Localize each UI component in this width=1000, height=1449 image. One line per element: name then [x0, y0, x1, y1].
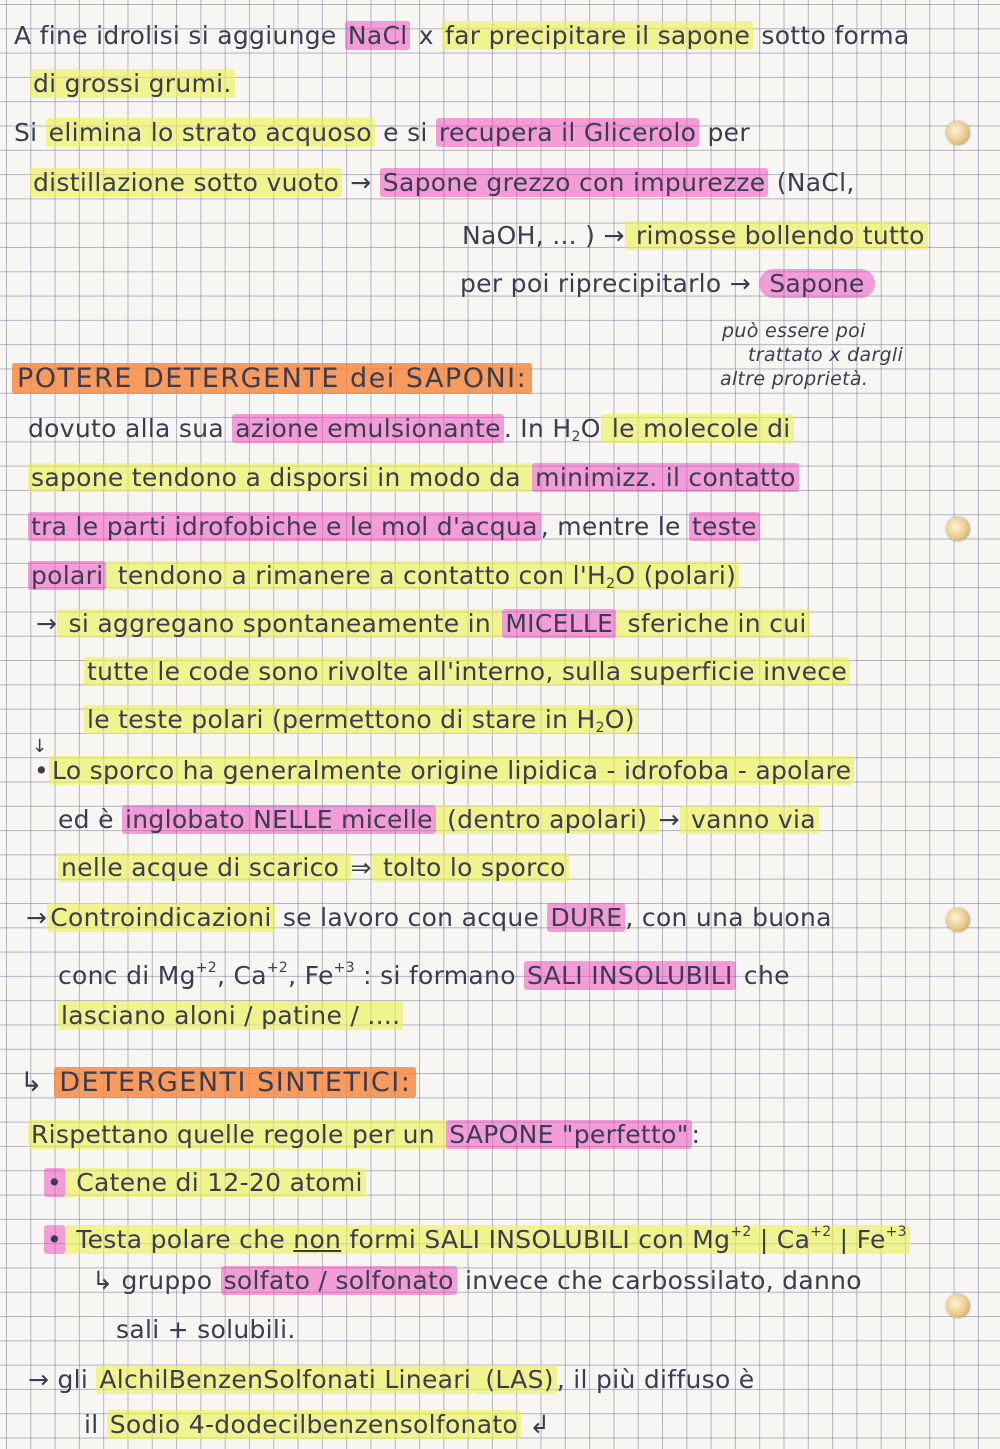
line-22: [44, 1216, 910, 1256]
arrow-icon: →: [36, 609, 58, 638]
binder-hole-1: [946, 121, 970, 145]
highlight: solfato / solfonato: [221, 1266, 457, 1295]
highlight: AlchilBenzenSolfonati Lineari: [96, 1365, 474, 1394]
text: che: [735, 961, 790, 990]
arrow-icon: ⇒: [350, 853, 372, 882]
binder-hole-3: [946, 908, 970, 932]
line-15: [58, 804, 819, 836]
hook-arrow-icon: ↳: [20, 1067, 45, 1098]
text: Si: [14, 118, 46, 147]
text: gruppo: [113, 1266, 221, 1295]
nacl-highlight: NaCl: [345, 21, 411, 50]
highlight: [106, 561, 739, 590]
text: ed è: [58, 805, 123, 834]
bullet-dot: •: [44, 1225, 65, 1254]
highlight: teste: [689, 512, 760, 541]
highlight: MICELLE: [502, 609, 616, 638]
text: e si: [374, 118, 436, 147]
bullet-dot: •: [44, 1168, 65, 1197]
superscript: +3: [885, 1224, 907, 1240]
highlight: rimosse bollendo tutto: [625, 221, 928, 250]
line-13: [84, 704, 638, 744]
text: altre proprietà.: [720, 368, 869, 390]
text: O): [604, 705, 635, 734]
highlight: sapone tendono a disporsi in modo da: [28, 463, 532, 492]
highlight: Sodio 4-dodecilbenzensolfonato: [107, 1410, 521, 1439]
highlight: polari: [28, 561, 106, 590]
line-2: [30, 68, 235, 100]
highlight: Sapone: [759, 269, 874, 298]
text: :: [691, 1120, 701, 1149]
line-19: [58, 1000, 403, 1032]
highlight: Catene di 12-20 atomi: [65, 1168, 366, 1197]
superscript: +3: [333, 960, 355, 976]
text: Testa polare che: [68, 1225, 294, 1254]
text: | Ca: [751, 1225, 811, 1254]
highlight: vanno via: [680, 805, 819, 834]
text: , Ca: [217, 961, 267, 990]
text: , Fe: [288, 961, 334, 990]
highlight: tra le parti idrofobiche e le mol d'acqua: [28, 512, 541, 541]
side-note-2: [748, 344, 903, 366]
text: O: [580, 414, 601, 443]
down-arrow-dot-icon: ↓: [32, 736, 48, 757]
highlight: inglobato NELLE micelle: [122, 805, 436, 834]
text: sali + solubili.: [116, 1315, 296, 1344]
text: (NaCl,: [768, 168, 855, 197]
highlight: le molecole di: [601, 414, 794, 443]
line-5: [462, 220, 928, 252]
heading-detergenti-sintetici: [20, 1067, 416, 1099]
line-18: [58, 952, 790, 992]
highlight: lasciano aloni / patine / ....: [58, 1001, 403, 1030]
line-24: [116, 1314, 296, 1346]
side-note-1: [722, 320, 866, 342]
highlight: Controindicazioni: [47, 903, 274, 932]
bullet-dot: •: [34, 756, 50, 785]
highlight: di grossi grumi.: [30, 69, 235, 98]
text: , mentre le: [540, 512, 689, 541]
highlight: tutte le code sono rivolte all'interno, sulla superficie invece: [84, 657, 850, 686]
line-12: [84, 656, 850, 688]
line-26: [84, 1409, 551, 1441]
line-7: [28, 413, 794, 453]
highlight: [84, 705, 638, 734]
heading-text: POTERE DETERGENTE dei SAPONI:: [12, 363, 532, 394]
highlight: [65, 1225, 910, 1254]
text: O (polari): [615, 561, 737, 590]
text: ↲: [521, 1410, 551, 1439]
highlight: minimizz. il contatto: [532, 463, 799, 492]
text: invece che carbossilato, danno: [456, 1266, 862, 1295]
text: dovuto alla sua: [28, 414, 233, 443]
line-20: [28, 1119, 700, 1151]
highlight: SALI INSOLUBILI: [524, 961, 736, 990]
line-10: [28, 560, 739, 600]
arrow-icon: →: [26, 903, 48, 932]
line-9: [28, 511, 760, 543]
arrow-icon: →: [603, 221, 625, 250]
text: NaOH, ... ): [462, 221, 604, 250]
arrow-icon: →: [658, 805, 680, 834]
superscript: +2: [266, 960, 289, 976]
text: per poi riprecipitarlo: [460, 269, 730, 298]
subscript: 2: [595, 720, 605, 736]
line-14: [32, 736, 854, 787]
text: , con una buona: [625, 903, 832, 932]
text: H: [552, 414, 572, 443]
text: per: [699, 118, 750, 147]
highlight: far precipitare il sapone: [442, 21, 753, 50]
line-21: [44, 1167, 366, 1199]
highlight: (dentro apolari): [436, 805, 659, 834]
highlight: Sapone grezzo con impurezze: [380, 168, 769, 197]
text: x: [410, 21, 443, 50]
superscript: +2: [730, 1224, 752, 1240]
highlight: recupera il Glicerolo: [436, 118, 699, 147]
highlight: distillazione sotto vuoto: [30, 168, 342, 197]
text: conc di Mg: [58, 961, 196, 990]
highlight: SAPONE "perfetto": [446, 1120, 691, 1149]
heading-potere-detergente: [12, 363, 532, 395]
text: : si formano: [354, 961, 525, 990]
text: trattato x dargli: [748, 344, 904, 366]
line-8: [28, 462, 799, 494]
text: se lavoro con acque: [274, 903, 548, 932]
side-note-3: [720, 368, 868, 390]
binder-hole-4: [946, 1294, 970, 1318]
highlight: elimina lo strato acquoso: [46, 118, 375, 147]
text: A fine idrolisi si aggiunge: [14, 21, 345, 50]
highlight: Lo sporco ha generalmente origine lipidica - idrofoba - apolare: [49, 756, 854, 785]
heading-text: DETERGENTI SINTETICI:: [54, 1067, 416, 1098]
arrow-icon: →: [28, 1365, 50, 1394]
highlight: si aggregano spontaneamente in: [57, 609, 502, 638]
text: | Fe: [831, 1225, 886, 1254]
text: le teste polari (permettono di stare in H: [87, 705, 596, 734]
text: non: [293, 1225, 342, 1254]
highlight: (LAS): [474, 1365, 557, 1394]
line-25: [28, 1364, 754, 1396]
highlight: azione emulsionante: [232, 414, 504, 443]
superscript: +2: [810, 1224, 832, 1240]
line-1: [14, 20, 909, 52]
subscript: 2: [606, 576, 616, 592]
arrow-icon: →: [350, 168, 372, 197]
line-6: [460, 268, 875, 300]
line-11: [36, 608, 810, 640]
text: , il più diffuso è: [556, 1365, 755, 1394]
text: può essere poi: [722, 320, 866, 342]
text: gli: [49, 1365, 97, 1394]
line-4: [30, 167, 855, 199]
highlight: nelle acque di scarico: [58, 853, 351, 882]
superscript: +2: [195, 960, 218, 976]
text: tendono a rimanere a contatto con l'H: [109, 561, 607, 590]
highlight: tolto lo sporco: [372, 853, 569, 882]
subscript: 2: [571, 429, 581, 445]
line-23: [92, 1265, 862, 1297]
line-16: [58, 852, 569, 884]
text: il: [84, 1410, 107, 1439]
text: formi SALI INSOLUBILI con Mg: [341, 1225, 731, 1254]
text: sotto forma: [753, 21, 910, 50]
highlight: sferiche in cui: [616, 609, 809, 638]
highlight: Rispettano quelle regole per un: [28, 1120, 446, 1149]
binder-hole-2: [946, 517, 970, 541]
line-17: [26, 902, 832, 934]
text: . In: [503, 414, 553, 443]
arrow-icon: →: [729, 269, 751, 298]
hook-arrow-icon: ↳: [92, 1266, 114, 1295]
highlight: DURE: [547, 903, 625, 932]
line-3: [14, 117, 750, 149]
